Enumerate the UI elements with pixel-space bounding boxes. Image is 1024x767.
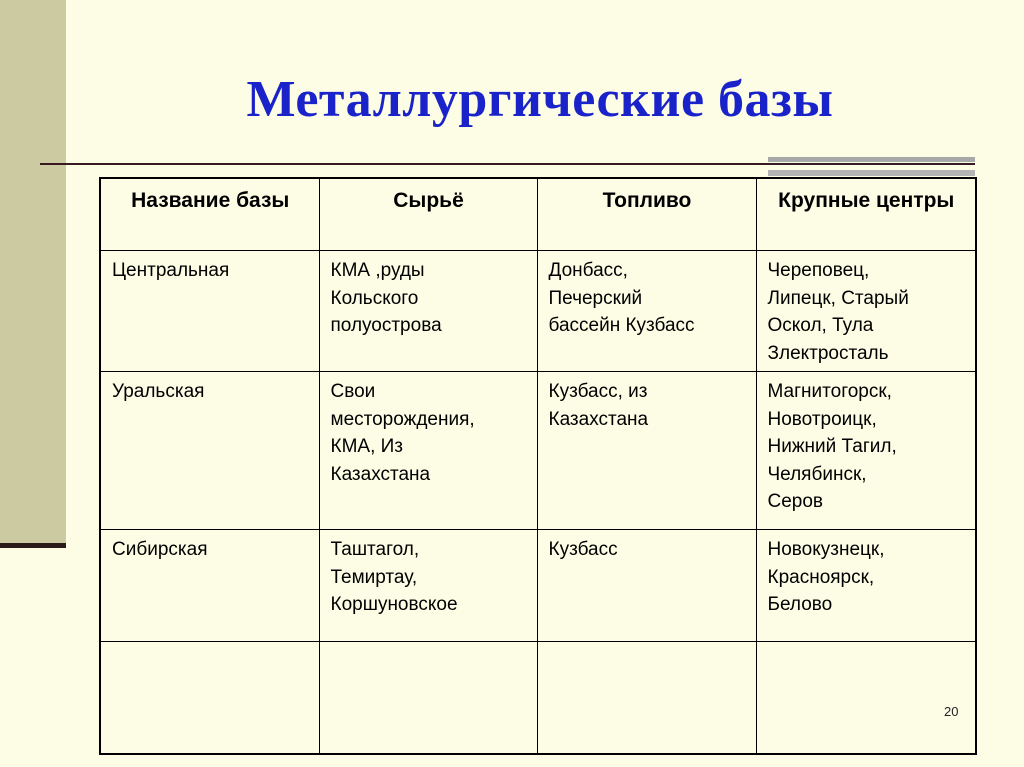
cell-centers: Череповец, Липецк, Старый Оскол, Тула Злектросталь	[756, 251, 976, 372]
table-row	[100, 372, 976, 530]
cell-raw: Таштагол, Темиртау, Коршуновское	[319, 530, 537, 642]
cell-centers: Новокузнецк, Красноярск, Белово	[756, 530, 976, 642]
cell-centers: Магнитогорск, Новотроицк, Нижний Тагил, Челябинск, Серов	[756, 372, 976, 530]
cell-base: Уральская	[100, 372, 319, 530]
header-centers: Крупные центры	[756, 178, 976, 251]
cell-fuel: Донбасс, Печерский бассейн Кузбасс	[537, 251, 756, 372]
cell-empty	[100, 642, 319, 754]
cell-empty	[756, 642, 976, 754]
cell-raw: КМА ,руды Кольского полуострова	[319, 251, 537, 372]
metallurgy-table	[99, 177, 977, 755]
cell-empty	[537, 642, 756, 754]
cell-fuel: Кузбасс, из Казахстана	[537, 372, 756, 530]
table-header-row	[100, 178, 976, 251]
decor-grey-bar-bottom	[768, 170, 975, 176]
title-divider	[40, 163, 975, 165]
cell-base: Центральная	[100, 251, 319, 372]
table-row-empty	[100, 642, 976, 754]
cell-empty	[319, 642, 537, 754]
page-number: 20	[944, 704, 959, 719]
header-raw: Сырьё	[319, 178, 537, 251]
left-decor-line	[0, 543, 66, 548]
table-row	[100, 530, 976, 642]
cell-raw: Свои месторождения, КМА, Из Казахстана	[319, 372, 537, 530]
header-fuel: Топливо	[537, 178, 756, 251]
slide-title: Металлургические базы	[246, 71, 834, 128]
header-base: Название базы	[100, 178, 319, 251]
cell-base: Сибирская	[100, 530, 319, 642]
table-row	[100, 251, 976, 372]
left-decor-band	[0, 0, 66, 543]
decor-grey-bar-top	[768, 157, 975, 162]
cell-fuel: Кузбасс	[537, 530, 756, 642]
